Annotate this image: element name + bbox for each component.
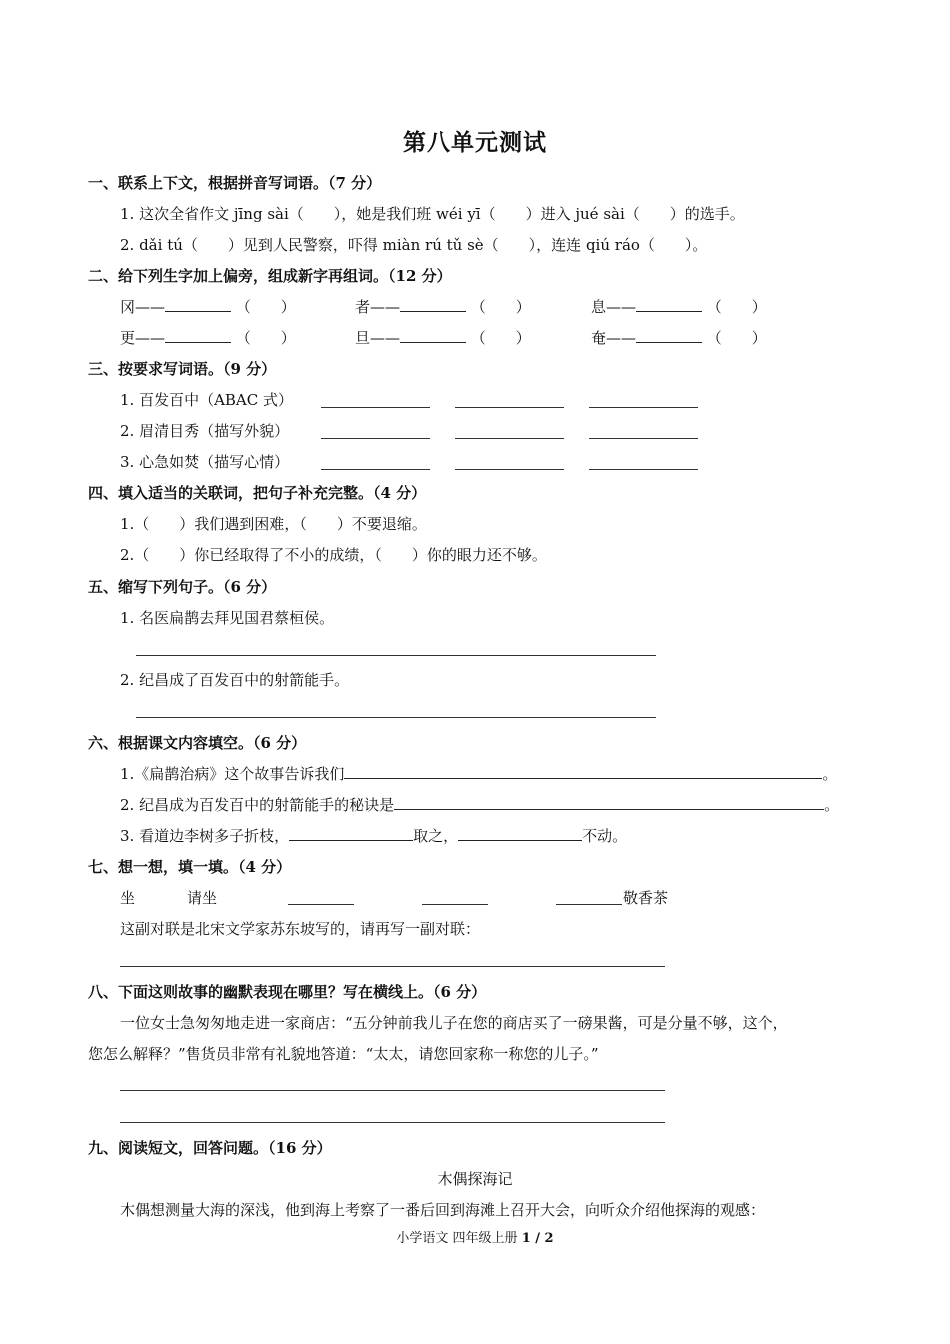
section-5-line-2: 2. 纪昌成了百发百中的射箭能手。 <box>120 671 350 689</box>
answer-blank[interactable] <box>394 795 824 810</box>
section-4-heading: 四、填入适当的关联词，把句子补充完整。（4 分） <box>88 484 427 502</box>
section-5-line-1: 1. 名医扁鹊去拜见国君蔡桓侯。 <box>120 609 335 627</box>
word-item-3: 3. 心急如焚（描写心情） <box>120 453 290 471</box>
story-paragraph-1: 一位女士急匆匆地走进一家商店：“五分钟前我儿子在您的商店买了一磅果酱，可是分量不够，这个， <box>120 1014 788 1032</box>
section-5-heading: 五、缩写下列句子。（6 分） <box>88 578 277 596</box>
fill-prompt: 3. 看道边李树多子折枝， <box>120 827 290 845</box>
answer-line[interactable] <box>589 407 698 408</box>
answer-line[interactable] <box>455 438 564 439</box>
section-6-heading: 六、根据课文内容填空。（6 分） <box>88 734 307 752</box>
radical-item-4: 更—— （ ） <box>120 329 296 347</box>
section-1-heading: 一、联系上下文，根据拼音写词语。（7 分） <box>88 174 382 192</box>
answer-line[interactable] <box>422 904 488 905</box>
section-3-heading: 三、按要求写词语。（9 分） <box>88 360 277 378</box>
section-4-line-1: 1.（ ）我们遇到困难，（ ）不要退缩。 <box>120 515 427 533</box>
section-6-line-3: 3. 看道边李树多子折枝， 取之， 不动。 <box>120 827 628 845</box>
radical-item-2: 者—— （ ） <box>355 298 531 316</box>
answer-blank[interactable] <box>289 826 413 841</box>
story-paragraph-2: 您怎么解释？”售货员非常有礼貌地答道：“太太，请您回家称一称您的儿子。” <box>88 1045 599 1063</box>
section-8-heading: 八、下面这则故事的幽默表现在哪里？写在横线上。（6 分） <box>88 983 487 1001</box>
answer-blank[interactable] <box>636 297 702 312</box>
section-7-line-2: 这副对联是北宋文学家苏东坡写的，请再写一副对联： <box>120 920 481 938</box>
answer-blank[interactable] <box>400 328 466 343</box>
answer-line[interactable] <box>556 904 622 905</box>
answer-line[interactable] <box>321 407 430 408</box>
couplet-word-3: 敬香茶 <box>623 889 669 907</box>
answer-line[interactable] <box>455 407 564 408</box>
section-6-line-1: 1.《扁鹊治病》这个故事告诉我们 。 <box>120 765 838 783</box>
section-9-heading: 九、阅读短文，回答问题。（16 分） <box>88 1139 332 1157</box>
answer-line[interactable] <box>120 966 665 967</box>
radical-item-1: 冈—— （ ） <box>120 298 296 316</box>
answer-blank[interactable] <box>636 328 702 343</box>
passage-paragraph-1: 木偶想测量大海的深浅，他到海上考察了一番后回到海滩上召开大会，向听众介绍他探海的观感： <box>120 1201 766 1219</box>
radical-char: 冈 <box>120 298 136 316</box>
answer-line[interactable] <box>455 469 564 470</box>
page-footer <box>0 1227 950 1246</box>
section-6-line-2: 2. 纪昌成为百发百中的射箭能手的秘诀是 。 <box>120 796 840 814</box>
fill-prompt: 1.《扁鹊治病》这个故事告诉我们 <box>120 765 345 783</box>
section-1-line-1: 1. 这次全省作文 jīng sài（ ），她是我们班 wéi yī（ ）进入 jué sài（ ）的选手。 <box>120 205 745 223</box>
answer-blank[interactable] <box>344 764 822 779</box>
page-number: 1 / 2 <box>521 1231 554 1246</box>
couplet-word-2: 请坐 <box>187 889 218 907</box>
answer-line[interactable] <box>136 717 656 718</box>
answer-line[interactable] <box>288 904 354 905</box>
radical-item-6: 奄—— （ ） <box>591 329 767 347</box>
footer-text: 小学语文 四年级上册 <box>396 1231 522 1246</box>
radical-char: 奄 <box>591 329 607 347</box>
answer-line[interactable] <box>136 655 656 656</box>
section-2-heading: 二、给下列生字加上偏旁，组成新字再组词。（12 分） <box>88 267 452 285</box>
couplet-word-1: 坐 <box>120 889 136 907</box>
section-1-line-2: 2. dǎi tú（ ）见到人民警察，吓得 miàn rú tǔ sè（ ），连连 qiú ráo（ ）。 <box>120 236 708 254</box>
radical-char: 更 <box>120 329 136 347</box>
radical-item-3: 息—— （ ） <box>591 298 767 316</box>
word-item-2: 2. 眉清目秀（描写外貌） <box>120 422 290 440</box>
answer-line[interactable] <box>589 438 698 439</box>
radical-char: 旦 <box>355 329 371 347</box>
answer-line[interactable] <box>321 438 430 439</box>
answer-line[interactable] <box>589 469 698 470</box>
radical-item-5: 旦—— （ ） <box>355 329 531 347</box>
section-7-heading: 七、想一想，填一填。（4 分） <box>88 858 292 876</box>
answer-blank[interactable] <box>400 297 466 312</box>
radical-char: 者 <box>355 298 371 316</box>
fill-prompt: 2. 纪昌成为百发百中的射箭能手的秘诀是 <box>120 796 395 814</box>
answer-blank[interactable] <box>165 328 231 343</box>
answer-blank[interactable] <box>165 297 231 312</box>
radical-char: 息 <box>591 298 607 316</box>
page-title: 第八单元测试 <box>403 129 547 156</box>
answer-line[interactable] <box>321 469 430 470</box>
passage-title: 木偶探海记 <box>437 1170 513 1188</box>
answer-line[interactable] <box>120 1122 665 1123</box>
answer-line[interactable] <box>120 1090 665 1091</box>
word-item-1: 1. 百发百中（ABAC 式） <box>120 391 294 409</box>
section-4-line-2: 2.（ ）你已经取得了不小的成绩，（ ）你的眼力还不够。 <box>120 546 547 564</box>
answer-blank[interactable] <box>458 826 582 841</box>
